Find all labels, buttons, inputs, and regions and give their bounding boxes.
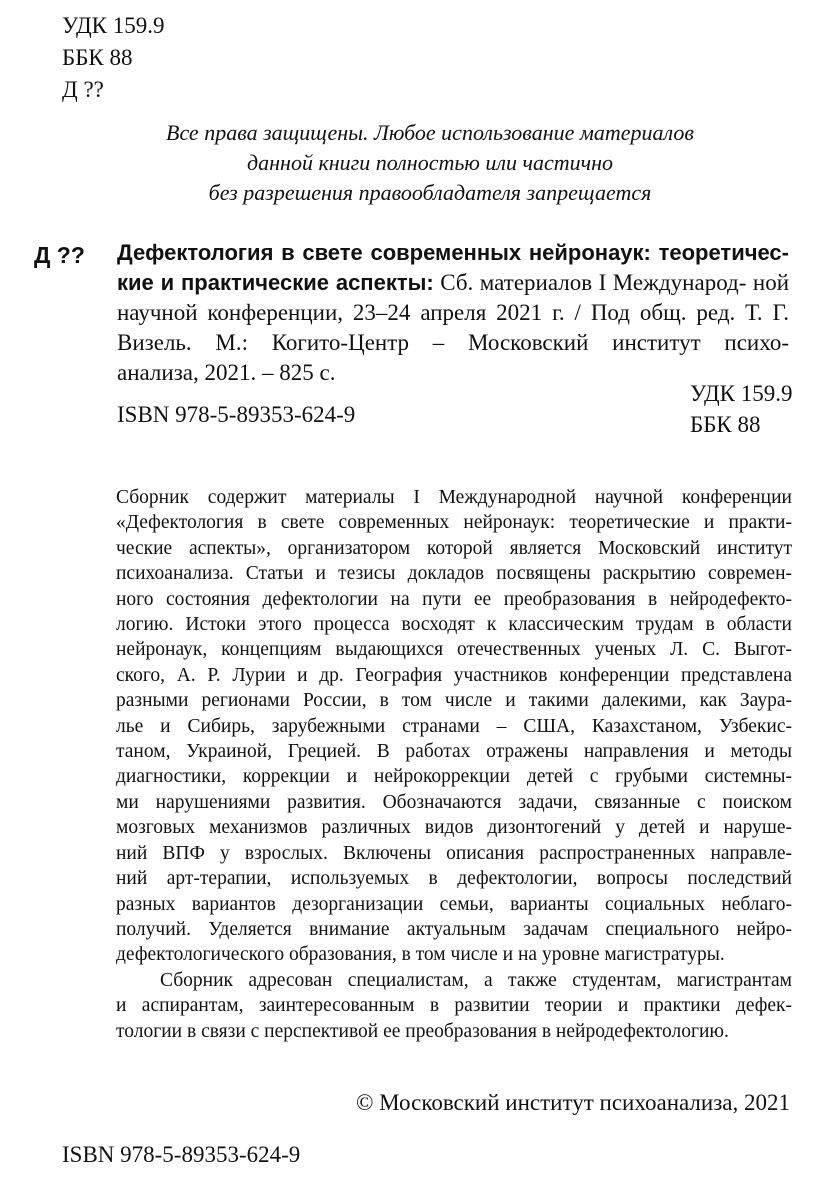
catalog-code: Д ?? [34,242,85,268]
annotation-line: логию. Истоки этого процесса восходят к классическим трудам в области [116,614,792,636]
audience-line: тологии в связи с перспективой ее преобразования в нейродефектологию. [116,1020,729,1042]
audience-line: и аспирантам, заинтересованным в развитии теории и практики дефек- [116,995,792,1017]
rights-line: Все права защищены. Любое использование материалов [166,120,694,145]
entry-udk: УДК 159.9 [690,381,793,406]
annotation [116,485,792,1044]
annotation-line: ний арт-терапии, используемых в дефектологии, вопросы последствий [116,868,792,890]
annotation-line: разными регионами России, в том числе и такими далекими, как Заура- [116,690,792,712]
annotation-line: мозговых механизмов различных видов дизонтогений у детей и наруше- [116,817,792,839]
rights-line: данной книги полностью или частично [246,150,614,175]
entry-title-bold: кие и практические аспекты: [117,270,434,295]
annotation-line: лье и Сибирь, зарубежными странами – США, Казахстаном, Узбекис- [116,715,792,737]
annotation-line: ческие аспекты», организатором которой является Московский институт [116,537,792,559]
entry-bbk: ББК 88 [690,412,761,437]
copyright-notice: © Московский институт психоанализа, 2021 [355,1090,790,1115]
annotation-line: разных вариантов дезорганизации семьи, варианты социальных неблаго- [116,893,792,915]
entry-line: Визель. М.: Когито-Центр – Московский институт психо- [117,330,789,355]
annotation-line: таном, Украиной, Грецией. В работах отражены направления и методы [116,741,792,763]
entry-line: научной конференции, 23–24 апреля 2021 г. / Под общ. ред. Т. Г. [117,300,789,325]
annotation-line: ного состояния дефектологии на пути ее преобразования в нейродефекто- [116,588,792,610]
bottom-isbn: ISBN 978-5-89353-624-9 [62,1142,301,1167]
entry-title-line: Дефектология в свете современных нейронаук: теоретичес- [117,240,789,265]
audience-line: Сборник адресован специалистам, а также студентам, магистрантам [160,969,792,991]
catalog-entry [117,238,789,388]
annotation-line: ний ВПФ у взрослых. Включены описания распространенных направле- [116,842,792,864]
author-sign: Д ?? [62,77,104,102]
entry-isbn: ISBN 978-5-89353-624-9 [117,402,356,427]
annotation-line: дефектологического образования, в том числе и на уровне магистратуры. [116,944,725,966]
annotation-line: «Дефектология в свете современных нейронаук: теоретические и практи- [116,512,792,534]
annotation-line: ского, А. Р. Лурии и др. География участников конференции представлена [116,664,792,686]
annotation-line: диагностики, коррекции и нейрокоррекции детей с грубыми системны- [116,766,792,788]
annotation-line: получий. Уделяется внимание актуальным задачам специального нейро- [116,918,792,940]
rights-line: без разрешения правообладателя запрещается [208,180,652,205]
entry-title-line-2 [117,268,789,298]
entry-line: анализа, 2021. – 825 с. [117,360,336,385]
rights-notice [100,118,760,208]
annotation-line: Сборник содержит материалы I Международной научной конференции [116,487,792,508]
annotation-line: ми нарушениями развития. Обозначаются задачи, связанные с поиском [116,791,792,813]
bbk-code: ББК 88 [62,45,133,70]
annotation-line: нейронаук, концепциям выдающихся отечественных ученых Л. С. Выгот- [116,639,792,661]
classification-codes [62,10,165,106]
udk-code: УДК 159.9 [62,13,165,38]
annotation-line: психоанализа. Статьи и тезисы докладов посвящены раскрытию современ- [116,563,792,585]
entry-codes [690,378,793,440]
entry-title-rest: Сб. материалов I Международ- ной [433,270,789,295]
